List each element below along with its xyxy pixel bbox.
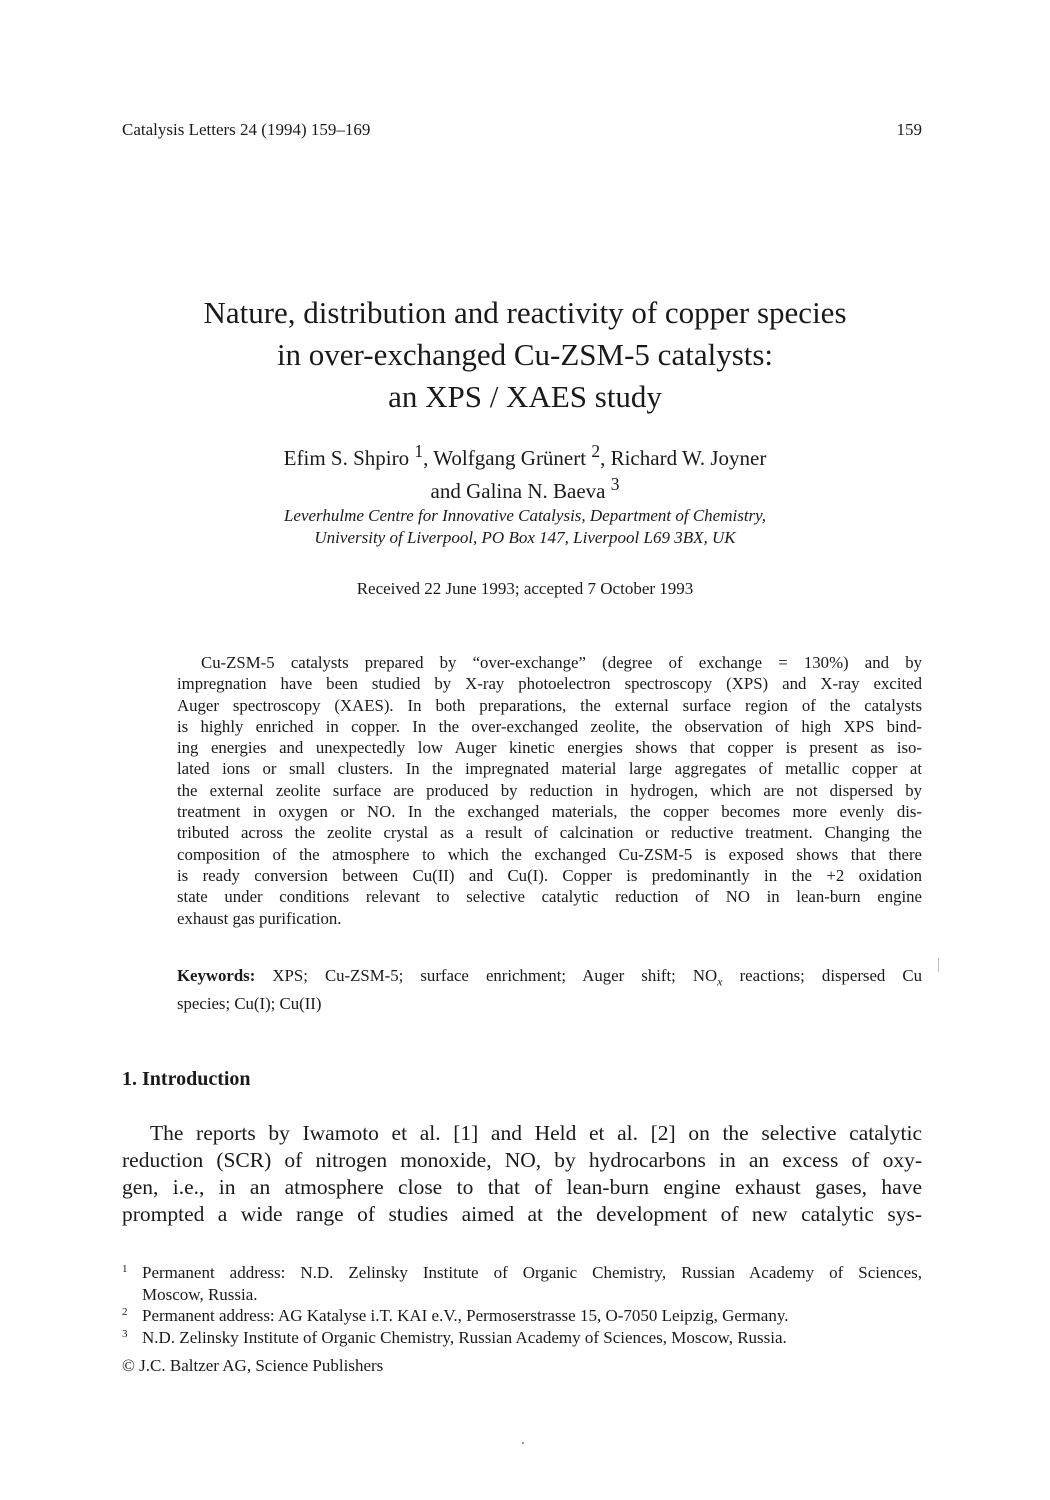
intro-line: The reports by Iwamoto et al. [1] and Held et al. [2] on the selective catalytic — [150, 1121, 922, 1145]
footnote-line: N.D. Zelinsky Institute of Organic Chemistry, Russian Academy of Sciences, Moscow, Russia. — [142, 1327, 787, 1347]
intro-line: reduction (SCR) of nitrogen monoxide, NO, by hydrocarbons in an excess of oxy- — [122, 1148, 922, 1172]
footnote-line: Moscow, Russia. — [142, 1284, 258, 1304]
article-title — [80, 292, 970, 418]
abstract-line: is highly enriched in copper. In the over-exchanged zeolite, the observation of high XPS bind- — [177, 716, 922, 736]
author-name: Galina N. Baeva — [466, 479, 606, 503]
abstract-line: treatment in oxygen or NO. In the exchanged materials, the copper becomes more evenly dis- — [177, 802, 922, 822]
journal-citation: Catalysis Letters 24 (1994) 159–169 — [122, 120, 371, 139]
keywords-line: Keywords: XPS; Cu-ZSM-5; surface enrichment; Auger shift; $NO_x$ reactions; dispersed Cu — [177, 966, 922, 989]
author-footnote-mark: 1 — [414, 441, 424, 461]
abstract-line: is ready conversion between Cu(II) and Cu(I). Copper is predominantly in the +2 oxidation — [177, 865, 922, 885]
title-line: in over-exchanged Cu-ZSM-5 catalysts: — [276, 337, 774, 372]
keywords-label: Keywords: — [177, 966, 256, 985]
keywords-line: species; Cu(I); Cu(II) — [177, 993, 322, 1013]
abstract-line: Cu-ZSM-5 catalysts prepared by “over-exchange” (degree of exchange = 130%) and by — [201, 653, 922, 672]
author-list — [100, 438, 950, 504]
author-name: Richard W. Joyner — [610, 446, 767, 470]
introduction-paragraph — [122, 1120, 922, 1228]
margin-mark — [938, 958, 939, 972]
page-number: 159 — [896, 120, 922, 139]
abstract-line: state under conditions relevant to selective catalytic reduction of NO in lean-burn engine — [177, 887, 922, 907]
abstract-line: the external zeolite surface are produced by reduction in hydrogen, which are not dispersed by — [177, 780, 922, 800]
abstract-line: ing energies and unexpectedly low Auger kinetic energies shows that copper is present as iso- — [177, 738, 922, 758]
author-footnote-mark: 2 — [591, 441, 601, 461]
copyright-notice: © J.C. Baltzer AG, Science Publishers — [122, 1356, 384, 1375]
abstract — [177, 652, 922, 929]
footnote — [122, 1305, 922, 1327]
footnote — [122, 1262, 922, 1305]
abstract-line: impregnation have been studied by X-ray photoelectron spectroscopy (XPS) and X-ray excited — [177, 674, 922, 694]
author-name: Wolfgang Grünert — [433, 446, 587, 470]
abstract-line: Auger spectroscopy (XAES). In both preparations, the external surface region of the catalysts — [177, 695, 922, 715]
author-separator: , — [423, 446, 434, 470]
footnote-mark: 1 — [122, 1263, 128, 1275]
abstract-line: lated ions or small clusters. In the impregnated material large aggregates of metallic copper at — [177, 759, 922, 779]
author-line — [100, 438, 950, 471]
keywords — [177, 965, 922, 1014]
intro-line: prompted a wide range of studies aimed at the development of new catalytic sys- — [122, 1202, 922, 1226]
author-footnote-mark: 3 — [610, 474, 620, 494]
footnote-mark: 3 — [122, 1327, 128, 1340]
affiliation-line: Leverhulme Centre for Innovative Catalysis, Department of Chemistry, — [283, 506, 767, 525]
footnote — [122, 1327, 922, 1349]
section-heading: 1. Introduction — [122, 1068, 251, 1090]
received-dates: Received 22 June 1993; accepted 7 October 1993 — [356, 579, 694, 598]
abstract-line: tributed across the zeolite crystal as a result of calcination or reductive treatment. Changing the — [177, 823, 922, 843]
author-conjunction: and — [430, 479, 467, 503]
affiliation-line: University of Liverpool, PO Box 147, Liverpool L69 3BX, UK — [314, 528, 736, 547]
title-line: Nature, distribution and reactivity of copper species — [203, 295, 847, 330]
abstract-line: composition of the atmosphere to which the exchanged Cu-ZSM-5 is exposed shows that there — [177, 844, 922, 864]
title-line: an XPS / XAES study — [388, 379, 662, 414]
footnote-line: Permanent address: AG Katalyse i.T. KAI e.V., Permoserstrasse 15, O-7050 Leipzig, Germany. — [142, 1306, 789, 1325]
footnote-mark: 2 — [122, 1306, 128, 1318]
footnote-line: Permanent address: N.D. Zelinsky Institute of Organic Chemistry, Russian Academy of Sciences, — [142, 1263, 922, 1282]
author-separator: , — [600, 446, 611, 470]
print-speck — [522, 1442, 524, 1444]
footnotes — [122, 1262, 922, 1348]
running-head — [122, 120, 922, 142]
affiliation — [100, 505, 950, 549]
abstract-line: exhaust gas purification. — [177, 908, 342, 928]
author-line — [100, 471, 950, 504]
author-name: Efim S. Shpiro — [283, 446, 410, 470]
intro-line: gen, i.e., in an atmosphere close to that of lean-burn engine exhaust gases, have — [122, 1175, 922, 1199]
